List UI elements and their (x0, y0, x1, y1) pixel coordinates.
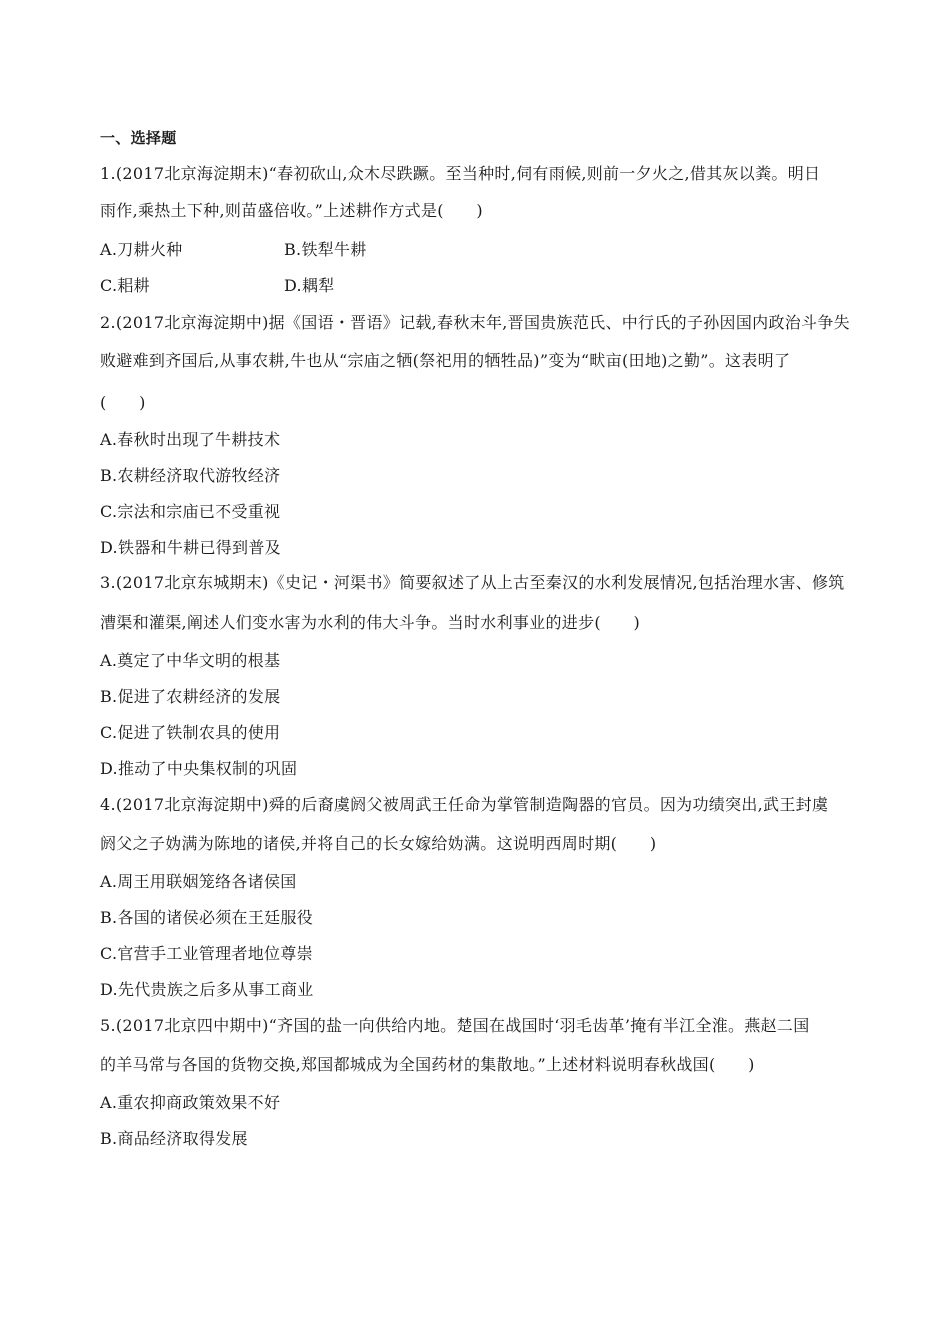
option-b[interactable]: B.促进了农耕经济的发展 (100, 687, 281, 706)
option-c[interactable]: C.耜耕 (100, 276, 150, 295)
option-b[interactable]: B.各国的诸侯必须在王廷服役 (100, 908, 314, 927)
option-c[interactable]: C.促进了铁制农具的使用 (100, 723, 281, 742)
question-1-options-row (100, 276, 335, 296)
question-1-text-line: 雨作,乘热土下种,则苗盛倍收。”上述耕作方式是( ) (100, 201, 483, 220)
option-a[interactable]: A.奠定了中华文明的根基 (100, 651, 281, 670)
question-3-text-line: 漕渠和灌渠,阐述人们变水害为水利的伟大斗争。当时水利事业的进步( ) (100, 613, 641, 632)
option-b[interactable]: B.铁犁牛耕 (284, 240, 367, 259)
question-2-text-line: 2.(2017北京海淀期中)据《国语・晋语》记载,春秋末年,晋国贵族范氏、中行氏的子孙因国内政治斗争失 (100, 313, 850, 332)
section-title: 一、选择题 (100, 129, 177, 147)
option-a[interactable]: A.周王用联姻笼络各诸侯国 (100, 872, 297, 891)
option-d[interactable]: D.推动了中央集权制的巩固 (100, 759, 298, 778)
option-a[interactable]: A.重农抑商政策效果不好 (100, 1093, 281, 1112)
option-a[interactable]: A.春秋时出现了牛耕技术 (100, 430, 281, 449)
question-2-text-line: 败避难到齐国后,从事农耕,牛也从“宗庙之牺(祭祀用的牺牲品)”变为“畎亩(田地)之勤”。这表明了 (100, 351, 791, 370)
option-b[interactable]: B.农耕经济取代游牧经济 (100, 466, 281, 485)
question-3-text-line: 3.(2017北京东城期末)《史记・河渠书》简要叙述了从上古至秦汉的水利发展情况,包括治理水害、修筑 (100, 573, 845, 592)
question-1-text-line: 1.(2017北京海淀期末)“春初砍山,众木尽跌蹶。至当种时,伺有雨候,则前一夕火之,借其灰以粪。明日 (100, 164, 821, 183)
option-a[interactable]: A.刀耕火种 (100, 240, 183, 259)
option-c[interactable]: C.宗法和宗庙已不受重视 (100, 502, 281, 521)
option-d[interactable]: D.铁器和牛耕已得到普及 (100, 538, 281, 557)
option-d[interactable]: D.耦犁 (284, 276, 335, 295)
question-4-text-line: 4.(2017北京海淀期中)舜的后裔虞阏父被周武王任命为掌管制造陶器的官员。因为功绩突出,武王封虞 (100, 795, 829, 814)
option-c[interactable]: C.官营手工业管理者地位尊崇 (100, 944, 313, 963)
question-1-options-row (100, 240, 367, 260)
question-4-text-line: 阏父之子妫满为陈地的诸侯,并将自己的长女嫁给妫满。这说明西周时期( ) (100, 834, 657, 853)
question-5-text-line: 的羊马常与各国的货物交换,郑国都城成为全国药材的集散地。”上述材料说明春秋战国( ) (100, 1055, 755, 1074)
option-d[interactable]: D.先代贵族之后多从事工商业 (100, 980, 314, 999)
option-b[interactable]: B.商品经济取得发展 (100, 1129, 248, 1148)
question-2-text-line: ( ) (100, 393, 146, 412)
question-5-text-line: 5.(2017北京四中期中)“齐国的盐一向供给内地。楚国在战国时‘羽毛齿革’掩有半江全淮。燕赵二国 (100, 1016, 810, 1035)
